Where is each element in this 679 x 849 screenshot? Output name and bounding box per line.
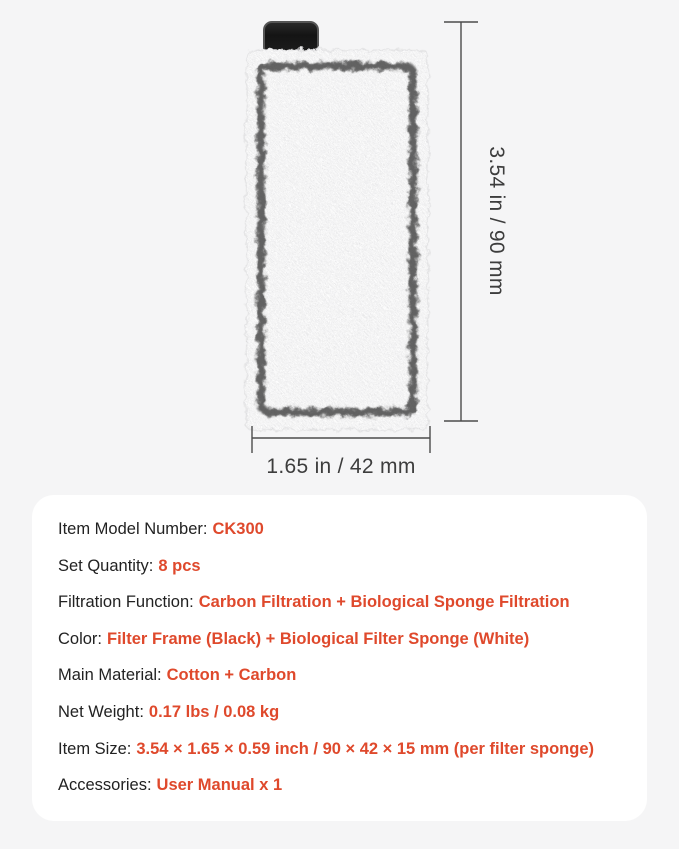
spec-row-filtration-function	[58, 584, 637, 621]
spec-row-main-material	[58, 657, 637, 694]
spec-value: Cotton + Carbon	[166, 666, 297, 685]
spec-label: Item Size:	[58, 739, 132, 758]
spec-row-net-weight	[58, 694, 637, 731]
spec-card	[32, 495, 647, 821]
spec-row-model-number	[58, 511, 637, 548]
spec-value: Filter Frame (Black) + Biological Filter Sponge (White)	[107, 629, 530, 648]
spec-row-set-quantity	[58, 548, 637, 585]
spec-row-color	[58, 621, 637, 658]
spec-value: 3.54 × 1.65 × 0.59 inch / 90 × 42 × 15 mm (per filter sponge)	[136, 739, 595, 758]
spec-row-item-size	[58, 731, 637, 768]
spec-label: Accessories:	[58, 776, 152, 795]
width-dimension-label: 1.65 in / 42 mm	[266, 455, 416, 478]
height-dimension-label: 3.54 in / 90 mm	[485, 146, 508, 296]
spec-label: Set Quantity:	[58, 556, 154, 575]
spec-label: Color:	[58, 629, 103, 648]
spec-label: Main Material:	[58, 666, 162, 685]
spec-value: User Manual x 1	[156, 776, 283, 795]
spec-value: Carbon Filtration + Biological Sponge Filtration	[198, 593, 570, 612]
spec-label: Net Weight:	[58, 702, 144, 721]
spec-label: Item Model Number:	[58, 520, 208, 538]
spec-label: Filtration Function:	[58, 593, 194, 612]
spec-value: 0.17 lbs / 0.08 kg	[148, 702, 280, 721]
sponge-body	[246, 50, 428, 430]
height-dimension-line	[444, 22, 478, 421]
spec-value: 8 pcs	[158, 556, 201, 575]
spec-row-accessories	[58, 767, 637, 804]
spec-value: CK300	[212, 520, 264, 538]
